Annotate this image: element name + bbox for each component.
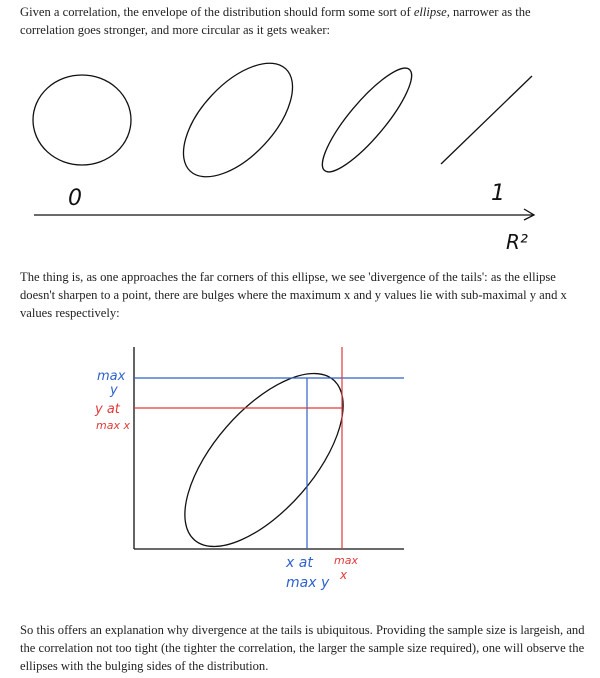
intro-text-before: Given a correlation, the envelope of the distribution should form some sort of [20, 5, 414, 19]
correlation-ellipses-figure [0, 60, 600, 260]
axis-label-r-squared: R² [506, 230, 528, 254]
circle-zero-correlation [33, 75, 131, 165]
correlation-ellipse [157, 347, 372, 573]
tail-divergence-figure [0, 335, 600, 605]
line-perfect-correlation [441, 76, 532, 164]
label-max-x-line1: max [334, 554, 358, 567]
ellipse-strong-correlation [311, 58, 423, 182]
label-max-y-line1: max [97, 369, 126, 384]
intro-paragraph [20, 3, 588, 39]
intro-text-after: , narrower as the correlation goes stronger, and more circular as it gets weaker: [20, 5, 531, 37]
label-zero: 0 [68, 186, 82, 211]
label-x-at-max-y-line1: x at [286, 555, 313, 571]
label-max-x-line2: x [340, 568, 348, 582]
divergence-paragraph: The thing is, as one approaches the far corners of this ellipse, we see 'divergence of the tails': as the ellipse doesn't sharpen to a point, there are bulges where the maximum x and y values lie with sub-maximal y and x values respectively: [20, 270, 567, 320]
label-y-at-max-x-line1: y at [95, 402, 120, 417]
conclusion-paragraph: So this offers an explanation why divergence at the tails is ubiquitous. Providing the sample size is largeish, and the correlation not too tight (the tighter the correlation, the larger the sample size required), one will observe the ellipses with the bulging sides of the distribution. [20, 623, 585, 673]
ellipse-medium-correlation [164, 44, 312, 195]
label-one: 1 [491, 181, 505, 206]
label-max-y-line2: y [110, 383, 118, 398]
label-y-at-max-x-line2: max x [96, 419, 130, 432]
label-x-at-max-y-line2: max y [286, 575, 330, 591]
ellipse-emphasis: ellipse [413, 5, 447, 19]
